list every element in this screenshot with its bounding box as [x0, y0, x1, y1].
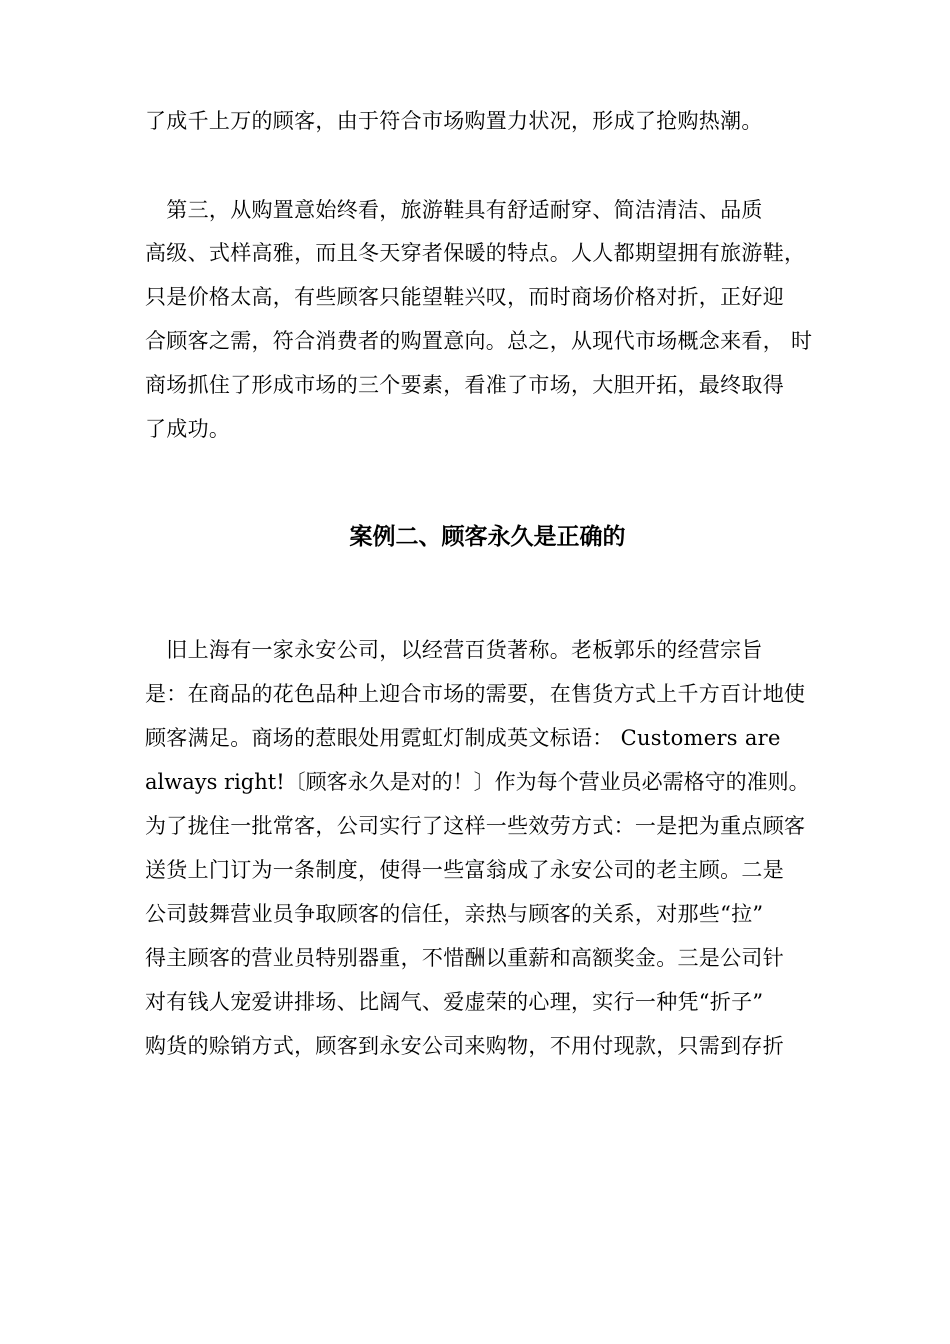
paragraph-line: 为了拢住一批常客，公司实行了这样一些效劳方式：一是把为重点顾客	[145, 814, 806, 838]
paragraph-line: 了成功。	[145, 417, 231, 441]
paragraph-line: 送货上门订为一条制度，使得一些富翁成了永安公司的老主顾。二是	[145, 858, 784, 882]
paragraph-line: 高级、式样高雅，而且冬天穿者保暖的特点。人人都期望拥有旅游鞋，	[145, 241, 806, 265]
paragraph-line: 公司鼓舞营业员争取顾客的信任，亲热与顾客的关系，对那些“拉”	[145, 902, 764, 926]
paragraph-line: 第三，从购置意始终看，旅游鞋具有舒适耐穿、简洁清洁、品质	[145, 198, 763, 222]
paragraph-line: 合顾客之需，符合消费者的购置意向。总之，从现代市场概念来看， 时	[145, 329, 813, 353]
paragraph-line: 顾客满足。商场的惹眼处用霓虹灯制成英文标语： Customers are	[145, 726, 781, 750]
paragraph-line: 购货的赊销方式，顾客到永安公司来购物，不用付现款，只需到存折	[145, 1034, 784, 1058]
paragraph-line: 对有钱人宠爱讲排场、比阔气、爱虚荣的心理，实行一种凭“折子”	[145, 990, 764, 1014]
paragraph-line: 旧上海有一家永安公司，以经营百货著称。老板郭乐的经营宗旨	[145, 638, 763, 662]
paragraph-line: 了成千上万的顾客，由于符合市场购置力状况，形成了抢购热潮。	[145, 109, 763, 133]
paragraph-line: always right!〔顾客永久是对的！〕作为每个营业员必需格守的准则。	[145, 770, 810, 794]
section-heading: 案例二、顾客永久是正确的	[349, 523, 626, 550]
paragraph-line: 得主顾客的营业员特别器重，不惜酬以重薪和高额奖金。三是公司针	[145, 946, 784, 970]
paragraph-line: 是：在商品的花色品种上迎合市场的需要，在售货方式上千方百计地使	[145, 682, 806, 706]
paragraph-line: 只是价格太高，有些顾客只能望鞋兴叹，而时商场价格对折，正好迎	[145, 285, 784, 309]
paragraph-line: 商场抓住了形成市场的三个要素，看准了市场，大胆开拓，最终取得	[145, 373, 784, 397]
